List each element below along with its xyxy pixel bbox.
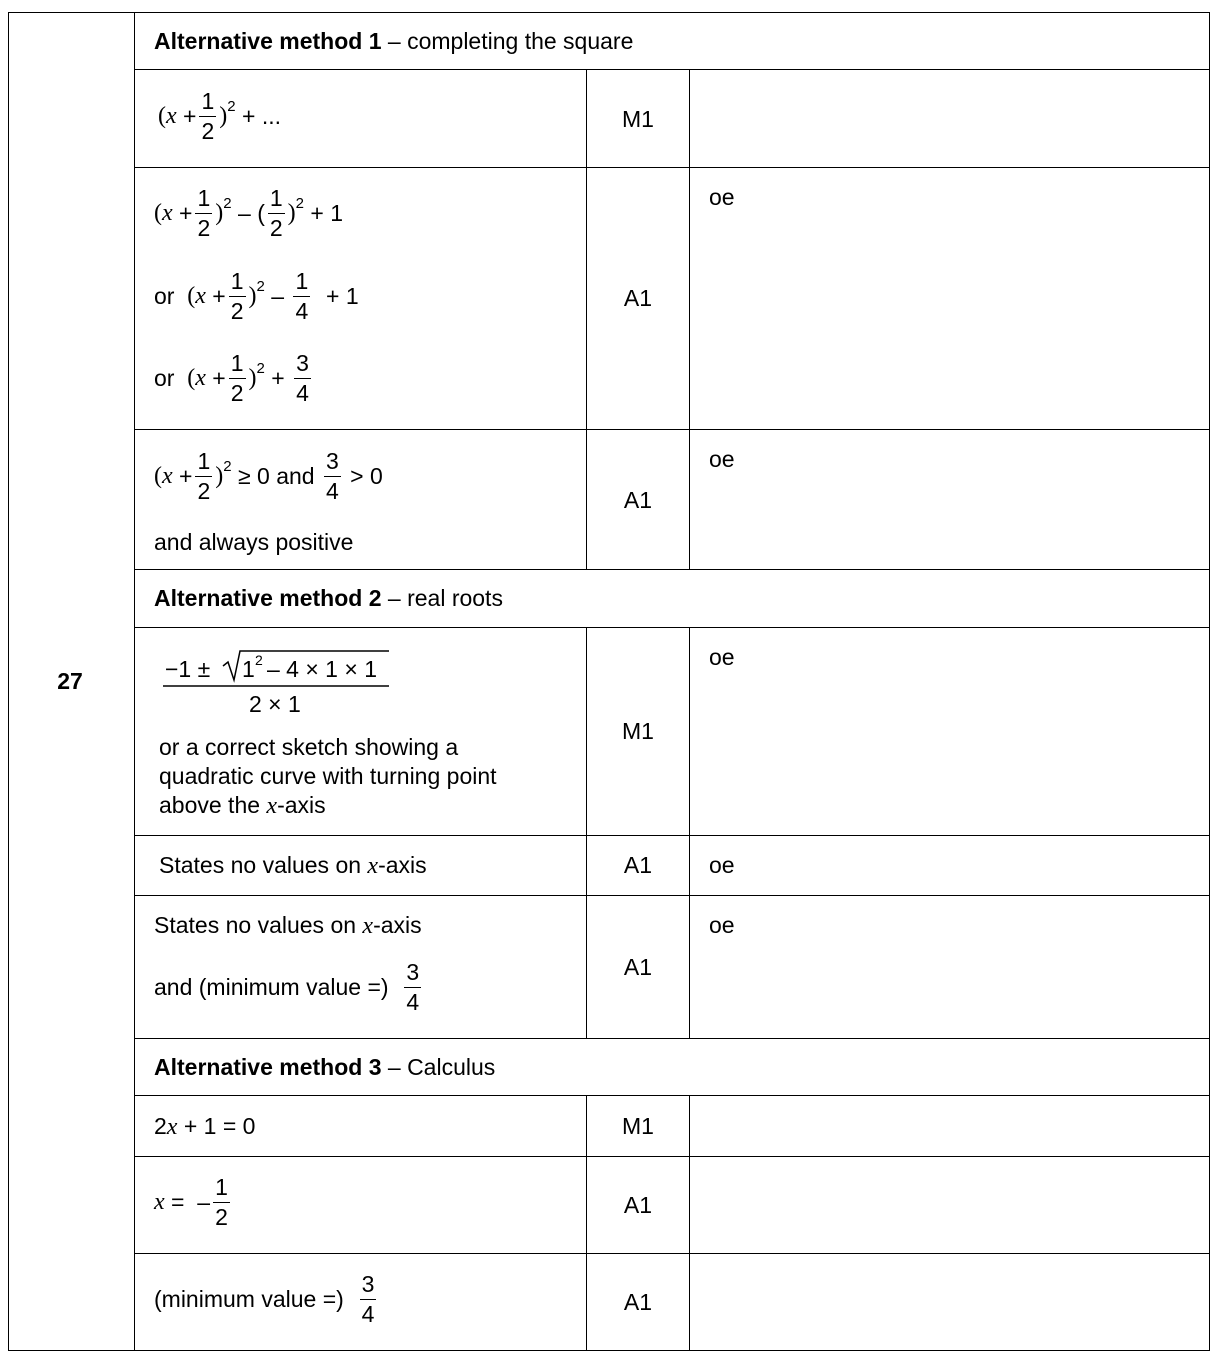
quadratic-formula bbox=[163, 648, 389, 726]
m2-row3-text bbox=[154, 911, 422, 941]
m2-row2-comment: oe bbox=[709, 852, 735, 878]
m3-row2-expression: x = – $\frac{1}{2}$ bbox=[154, 1174, 228, 1230]
method3-header-bold: Alternative method 3 bbox=[154, 1054, 382, 1080]
m1-row1-expression: ( x + $\frac{1}{2}$ ) $^2$ + ... bbox=[158, 88, 282, 144]
method2-header bbox=[154, 585, 503, 612]
m3-row1-mark: M1 bbox=[622, 1113, 654, 1139]
m1-row2-comment: oe bbox=[709, 184, 735, 210]
m1-row3-expression: ( x + $\frac{1}{2}$ ) $^2$ ≥ 0 and $\frac{3}{4}$ > 0 bbox=[154, 448, 383, 504]
formula-radicand-exp: 2 bbox=[255, 652, 263, 668]
m2-row2-text-x: x bbox=[367, 853, 379, 879]
m1-row2-mark: A1 bbox=[623, 285, 653, 311]
m2-row1-mark: M1 bbox=[622, 718, 654, 744]
m2-row1-comment: oe bbox=[709, 644, 735, 670]
question-number: 27 bbox=[57, 668, 83, 694]
m1-row3-mark: A1 bbox=[623, 487, 653, 513]
m3-row3-mark: A1 bbox=[623, 1289, 653, 1315]
method2-header-rest: – real roots bbox=[381, 585, 503, 611]
m2-row1-sketch-line3-pre: above the bbox=[159, 792, 267, 818]
m2-row1-sketch-line3 bbox=[159, 791, 326, 821]
m2-row1-sketch-line3-x: x bbox=[266, 793, 278, 819]
m1-row2-or1: or bbox=[154, 283, 175, 309]
m2-row1-sketch-line2: quadratic curve with turning point bbox=[159, 763, 497, 789]
m1-row2-line1: ( x + $\frac{1}{2}$ ) $^2$ – ( $\frac{1}{2}$ ) $^2$ + 1 bbox=[154, 185, 344, 241]
m1-row3-comment: oe bbox=[709, 446, 735, 472]
m2-row3-text-x: x bbox=[362, 913, 374, 939]
m2-row2-text-post: -axis bbox=[378, 852, 427, 878]
m2-row1-sketch-line1: or a correct sketch showing a bbox=[159, 734, 459, 760]
formula-radicand: 1 bbox=[242, 656, 255, 682]
m2-row3-text-pre: States no values on bbox=[154, 912, 363, 938]
m1-row2-line3: or ( x + $\frac{1}{2}$ ) $^2$ + $\frac{3}{4}$ bbox=[154, 350, 309, 406]
m2-row2-mark: A1 bbox=[623, 852, 653, 878]
m3-row2-mark: A1 bbox=[623, 1192, 653, 1218]
quadratic-formula-svg bbox=[163, 648, 389, 720]
method2-header-bold: Alternative method 2 bbox=[154, 585, 382, 611]
m3-row1-expression: 2x + 1 = 0 bbox=[154, 1113, 256, 1140]
method1-header-rest: – completing the square bbox=[381, 28, 634, 54]
m1-row2-or2: or bbox=[154, 365, 175, 391]
m2-row1-sketch-line3-post: -axis bbox=[277, 792, 326, 818]
formula-denominator: 2 × 1 bbox=[249, 691, 301, 717]
method1-header bbox=[154, 28, 633, 55]
m1-row3-tail: and always positive bbox=[154, 529, 354, 555]
m1-row3-and: and bbox=[276, 463, 315, 489]
m2-row3-min: and (minimum value =) $\frac{3}{4}$ bbox=[154, 959, 420, 1015]
method1-header-bold: Alternative method 1 bbox=[154, 28, 382, 54]
method3-header bbox=[154, 1054, 495, 1081]
m3-row3-expression: (minimum value =) $\frac{3}{4}$ bbox=[154, 1271, 375, 1327]
m3-row3-min-text: (minimum value =) bbox=[154, 1286, 344, 1312]
m1-row2-line2: or ( x + $\frac{1}{2}$ ) $^2$ – $\frac{1}{4}$ + 1 bbox=[154, 268, 359, 324]
formula-minus-one: −1 ± bbox=[165, 656, 211, 682]
m2-row3-text-post: -axis bbox=[373, 912, 422, 938]
m2-row3-min-text: and (minimum value =) bbox=[154, 974, 389, 1000]
method3-header-rest: – Calculus bbox=[381, 1054, 496, 1080]
m2-row2-text-pre: States no values on bbox=[159, 852, 368, 878]
m2-row3-mark: A1 bbox=[623, 954, 653, 980]
m2-row3-comment: oe bbox=[709, 912, 735, 938]
m2-row2-text bbox=[159, 851, 427, 881]
formula-radicand-rest: – 4 × 1 × 1 bbox=[267, 656, 377, 682]
m1-row1-mark: M1 bbox=[622, 106, 654, 132]
